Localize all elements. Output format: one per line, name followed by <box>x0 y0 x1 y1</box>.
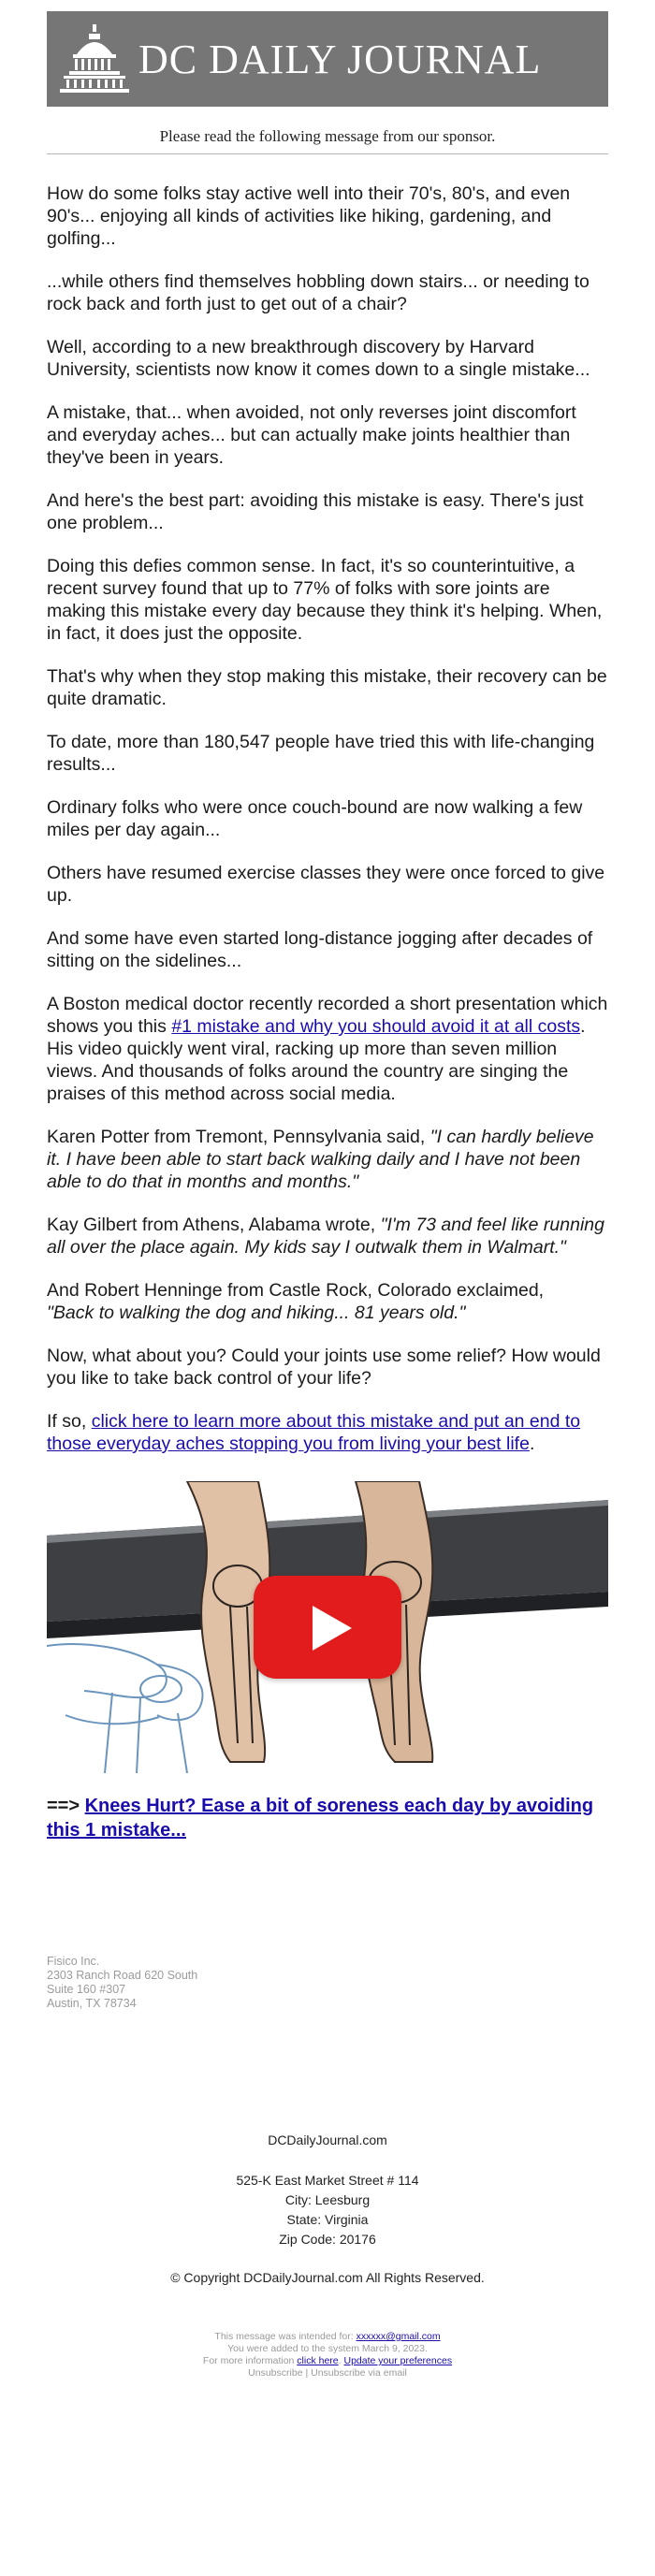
separator: . <box>338 2355 344 2366</box>
update-preferences-link[interactable]: Update your preferences <box>343 2355 453 2366</box>
capitol-dome-icon <box>56 22 133 95</box>
closing-text-after: . <box>529 1434 535 1454</box>
doctor-text-after: . His video quickly went viral, racking up more than seven million views. And thousands of folks around the country are singing the praises of this method across social media. <box>47 1016 586 1104</box>
masthead-title: DC DAILY JOURNAL <box>138 36 542 82</box>
footer-line: Zip Code: 20176 <box>279 2232 376 2247</box>
footer <box>47 2131 608 2288</box>
paragraph: To date, more than 180,547 people have tried this with life-changing results... <box>47 732 595 775</box>
question-paragraph: Now, what about you? Could your joints use some relief? How would you like to take back control of your life? <box>47 1346 601 1389</box>
paragraph: A mistake, that... when avoided, not only reverses joint discomfort and everyday aches... but can actually make joints healthier than they've been in years. <box>47 402 576 468</box>
fine-print <box>47 2331 608 2380</box>
testimonial-intro: Karen Potter from Tremont, Pennsylvania said, <box>47 1127 430 1147</box>
unsubscribe-email-text[interactable]: Unsubscribe via email <box>311 2367 407 2379</box>
mistake-link[interactable]: #1 mistake and why you should avoid it at all costs <box>171 1016 581 1037</box>
cta-block <box>47 1794 608 1842</box>
doctor-text-before: A Boston medical doctor recently recorded a short presentation which shows you this <box>47 994 608 1037</box>
footer-line: City: Leesburg <box>284 2192 371 2207</box>
cta-arrow: ==> <box>47 1796 85 1816</box>
recipient-email-link[interactable]: xxxxxx@gmail.com <box>356 2331 441 2342</box>
intended-for-line <box>47 2331 608 2343</box>
footer-copyright: © Copyright DCDailyJournal.com All Rights Reserved. <box>170 2270 485 2285</box>
address-line: Suite 160 #307 <box>47 1983 126 1996</box>
address-line: Austin, TX 78734 <box>47 1997 137 2010</box>
paragraph: And some have even started long-distance jogging after decades of sitting on the sidelines... <box>47 928 593 971</box>
more-info-line <box>47 2355 608 2367</box>
testimonial <box>47 1214 608 1259</box>
testimonial-quote: "I can hardly believe it. I have been able to start back walking daily and I have not been able to do that in months and months." <box>47 1127 594 1192</box>
email-container <box>47 11 608 2380</box>
testimonial <box>47 1126 608 1193</box>
unsubscribe-line <box>47 2367 608 2380</box>
knees-cta-link[interactable]: Knees Hurt? Ease a bit of soreness each day by avoiding this 1 mistake... <box>47 1796 594 1841</box>
play-button-icon[interactable] <box>254 1576 401 1679</box>
video-thumbnail[interactable] <box>47 1481 608 1773</box>
paragraph: Doing this defies common sense. In fact, it's so counterintuitive, a recent survey found that up to 77% of folks with sore joints are making this mistake every day because they think it's helping. When, in fact, it does just the opposite. <box>47 556 603 644</box>
paragraph: How do some folks stay active well into their 70's, 80's, and even 90's... enjoying all kinds of activities like hiking, gardening, and golfing... <box>47 183 571 249</box>
paragraph: Ordinary folks who were once couch-bound are now walking a few miles per day again... <box>47 797 583 840</box>
closing-text-before: If so, <box>47 1411 92 1432</box>
address-line: 2303 Ranch Road 620 South <box>47 1969 198 1982</box>
testimonial-intro: Kay Gilbert from Athens, Alabama wrote, <box>47 1215 381 1235</box>
paragraph: That's why when they stop making this mistake, their recovery can be quite dramatic. <box>47 666 607 709</box>
added-date-line: You were added to the system March 9, 2023. <box>227 2343 428 2354</box>
paragraph: ...while others find themselves hobbling down stairs... or needing to rock back and forth just to get out of a chair? <box>47 271 590 314</box>
testimonial-intro: And Robert Henninge from Castle Rock, Colorado exclaimed, <box>47 1280 545 1301</box>
footer-line: 525-K East Market Street # 114 <box>236 2173 419 2188</box>
testimonial-quote: "Back to walking the dog and hiking... 81 years old." <box>47 1303 466 1323</box>
footer-site: DCDailyJournal.com <box>268 2132 387 2147</box>
learn-more-link[interactable]: click here to learn more about this mistake and put an end to those everyday aches stopping you from living your best life <box>47 1411 581 1454</box>
sponsor-notice: Please read the following message from our sponsor. <box>47 127 608 154</box>
paragraph: And here's the best part: avoiding this mistake is easy. There's just one problem... <box>47 490 584 533</box>
footer-line: State: Virginia <box>286 2212 369 2227</box>
testimonial <box>47 1279 608 1324</box>
paragraph: Others have resumed exercise classes they were once forced to give up. <box>47 863 605 906</box>
address-line: Fisico Inc. <box>47 1955 100 1968</box>
unsubscribe-text[interactable]: Unsubscribe <box>248 2367 303 2379</box>
masthead <box>47 11 608 107</box>
click-here-link[interactable]: click here <box>297 2355 339 2366</box>
paragraph: Well, according to a new breakthrough discovery by Harvard University, scientists now know it comes down to a single mistake... <box>47 337 590 380</box>
testimonial-quote: "I'm 73 and feel like running all over the place again. My kids say I outwalk them in Walmart." <box>47 1215 604 1258</box>
article-body <box>47 182 608 1455</box>
info-prefix: For more information <box>202 2355 298 2366</box>
sponsor-address <box>47 1955 608 2011</box>
intended-prefix: This message was intended for: <box>214 2331 357 2342</box>
closing-paragraph <box>47 1410 608 1455</box>
doctor-paragraph <box>47 993 608 1105</box>
separator: | <box>302 2367 312 2379</box>
